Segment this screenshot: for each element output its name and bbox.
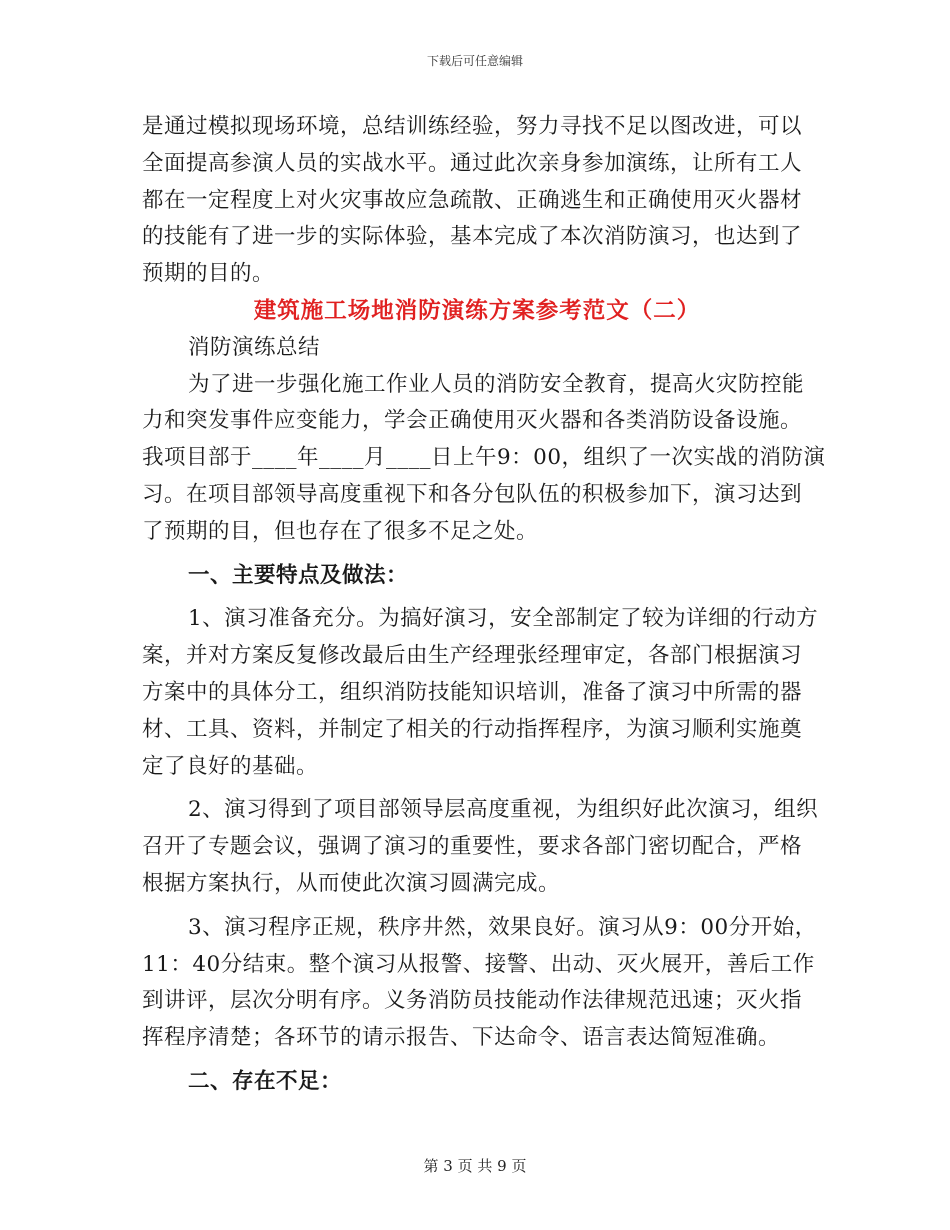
header-note: 下载后可任意编辑 <box>426 54 523 68</box>
paragraph-line: 根据方案执行，从而使此次演习圆满完成。 <box>142 870 561 896</box>
document-body <box>142 109 826 1101</box>
intro-paragraph <box>142 109 812 293</box>
paragraph-line: 都在一定程度上对火灾事故应急疏散、正确逃生和正确使用灭火器材 <box>142 187 803 213</box>
paragraph-line: 2、演习得到了项目部领导层高度重视，为组织好此次演习，组织 <box>188 797 819 823</box>
heading-shortcomings: 二、存在不足： <box>188 1068 343 1094</box>
paragraph-line: 习。在项目部领导高度重视下和各分包队伍的积极参加下，演习达到 <box>142 481 803 507</box>
paragraph-line: 定了良好的基础。 <box>142 753 319 779</box>
paragraph-line: 案，并对方案反复修改最后由生产经理张经理审定，各部门根据演习 <box>142 643 803 669</box>
paragraph-line: 是通过模拟现场环境，总结训练经验，努力寻找不足以图改进，可以 <box>142 114 803 139</box>
paragraph-line: 方案中的具体分工，组织消防技能知识培训，准备了演习中所需的器 <box>142 679 803 705</box>
heading-main-features: 一、主要特点及做法： <box>188 562 409 588</box>
paragraph-line: 召开了专题会议，强调了演习的重要性，要求各部门密切配合，严格 <box>142 834 803 860</box>
paragraph-line: 力和突发事件应变能力，学会正确使用灭火器和各类消防设备设施。 <box>142 408 803 434</box>
paragraph-line: 为了进一步强化施工作业人员的消防安全教育，提高火灾防控能 <box>188 371 805 397</box>
subtitle: 消防演练总结 <box>188 334 321 360</box>
point-3-paragraph <box>142 910 817 1057</box>
page-number: 第 3 页 共 9 页 <box>423 1157 527 1175</box>
paragraph-line: 1、演习准备充分。为搞好演习，安全部制定了较为详细的行动方 <box>188 606 819 632</box>
paragraph-line: 全面提高参演人员的实战水平。通过此次亲身参加演练，让所有工人 <box>142 150 803 176</box>
paragraph-line: 11：40分结束。整个演习从报警、接警、出动、灭火展开，善后工作 <box>142 951 815 977</box>
section-title: 建筑施工场地消防演练方案参考范文（二） <box>253 297 701 324</box>
paragraph-line: 预期的目的。 <box>142 261 275 287</box>
point-1-paragraph <box>142 601 819 785</box>
paragraph-line: 挥程序清楚；各环节的请示报告、下达命令、语言表达简短准确。 <box>142 1025 781 1051</box>
paragraph-line: 我项目部于____年____月____日上午9：00，组织了一次实战的消防演 <box>142 445 826 471</box>
paragraph-line: 的技能有了进一步的实际体验，基本完成了本次消防演习，也达到了 <box>142 224 803 250</box>
paragraph-line: 了预期的目，但也存在了很多不足之处。 <box>142 518 539 544</box>
paragraph-line: 3、演习程序正规，秩序井然，效果良好。演习从9：00分开始， <box>188 914 817 940</box>
paragraph-line: 到讲评，层次分明有序。义务消防员技能动作法律规范迅速；灭火指 <box>142 988 803 1014</box>
paragraph-line: 材、工具、资料，并制定了相关的行动指挥程序，为演习顺利实施奠 <box>142 716 803 742</box>
point-2-paragraph <box>142 792 819 902</box>
summary-paragraph <box>142 367 826 551</box>
